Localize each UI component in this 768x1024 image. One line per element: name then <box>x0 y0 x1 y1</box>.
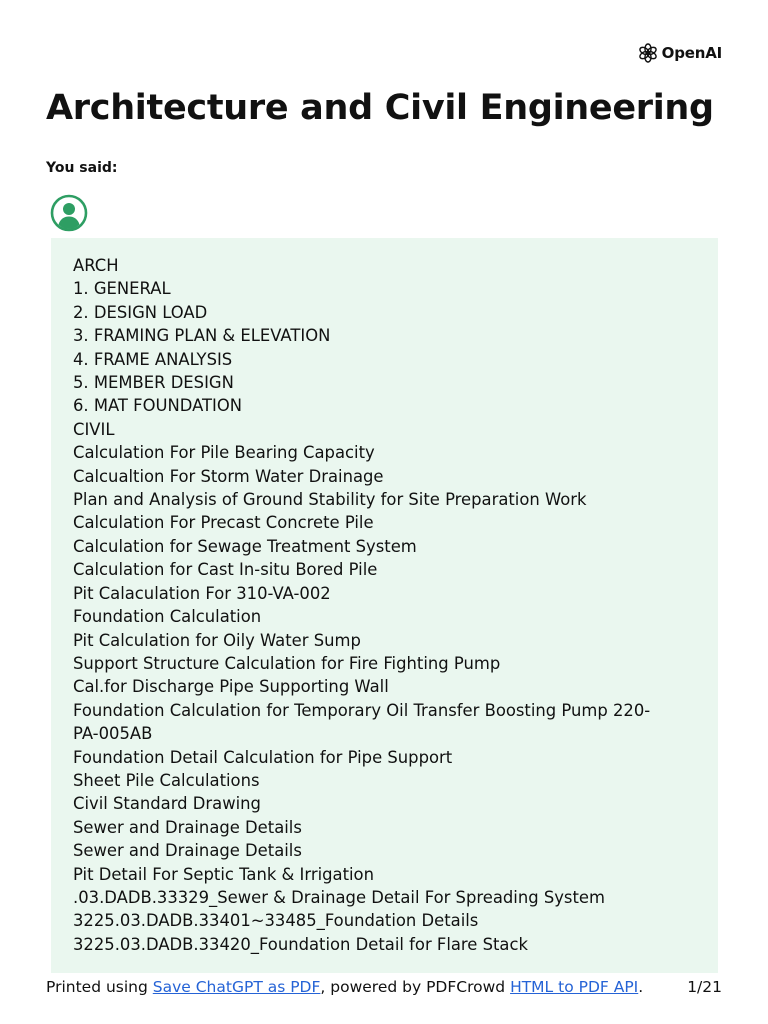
message-line: Plan and Analysis of Ground Stability for Site Preparation Work <box>73 490 587 510</box>
message-line: Calculation for Cast In-situ Bored Pile <box>73 560 378 580</box>
message-line: Civil Standard Drawing <box>73 794 261 814</box>
message-line: Pit Detail For Septic Tank & Irrigation <box>73 864 374 884</box>
message-line: Pit Calaculation For 310-VA-002 <box>73 583 331 603</box>
html-to-pdf-api-link[interactable]: HTML to PDF API <box>510 978 639 996</box>
message-line: Calculation For Pile Bearing Capacity <box>73 443 375 463</box>
message-line: 3. FRAMING PLAN & ELEVATION <box>73 326 331 346</box>
message-line: Foundation Calculation for Temporary Oil Transfer Boosting Pump 220- <box>73 700 651 720</box>
message-line: Calculation for Sewage Treatment System <box>73 536 417 556</box>
message-line: 1. GENERAL <box>73 279 171 299</box>
page-title: Architecture and Civil Engineering <box>46 88 714 128</box>
message-line: Calculation For Precast Concrete Pile <box>73 513 374 533</box>
message-line: PA-005AB <box>73 724 153 744</box>
brand-name: OpenAI <box>661 44 722 62</box>
message-line: Foundation Detail Calculation for Pipe Support <box>73 747 453 767</box>
save-chatgpt-as-pdf-link[interactable]: Save ChatGPT as PDF <box>152 978 321 996</box>
footer-suffix: . <box>638 978 644 996</box>
page-count: 1/21 <box>687 978 722 996</box>
user-message-bubble <box>51 238 718 973</box>
message-line: Sewer and Drainage Details <box>73 841 302 861</box>
message-line: CIVIL <box>73 419 115 439</box>
speaker-label: You said: <box>46 160 118 176</box>
message-line: Foundation Calculation <box>73 607 262 627</box>
message-line: Sheet Pile Calculations <box>73 770 260 790</box>
message-line: 4. FRAME ANALYSIS <box>73 349 233 369</box>
footer <box>46 976 722 998</box>
openai-logo-icon <box>637 42 659 64</box>
message-line: 3225.03.DADB.33420_Foundation Detail for Flare Stack <box>73 934 528 954</box>
footer-prefix: Printed using <box>46 978 153 996</box>
message-line: Pit Calculation for Oily Water Sump <box>73 630 361 650</box>
message-line: 5. MEMBER DESIGN <box>73 373 234 393</box>
message-line: 3225.03.DADB.33401~33485_Foundation Details <box>73 911 479 931</box>
message-line: 6. MAT FOUNDATION <box>73 396 243 416</box>
message-line: Support Structure Calculation for Fire Fighting Pump <box>73 653 501 673</box>
message-line: ARCH <box>73 256 119 275</box>
message-line: Sewer and Drainage Details <box>73 817 302 837</box>
message-line: Calcualtion For Storm Water Drainage <box>73 466 384 486</box>
message-line: .03.DADB.33329_Sewer & Drainage Detail For Spreading System <box>73 887 605 907</box>
brand-header <box>637 42 722 64</box>
message-line: 2. DESIGN LOAD <box>73 302 208 322</box>
message-line: Cal.for Discharge Pipe Supporting Wall <box>73 677 389 697</box>
user-avatar-icon <box>50 194 88 232</box>
footer-middle: , powered by PDFCrowd <box>320 978 511 996</box>
avatar <box>50 194 88 232</box>
